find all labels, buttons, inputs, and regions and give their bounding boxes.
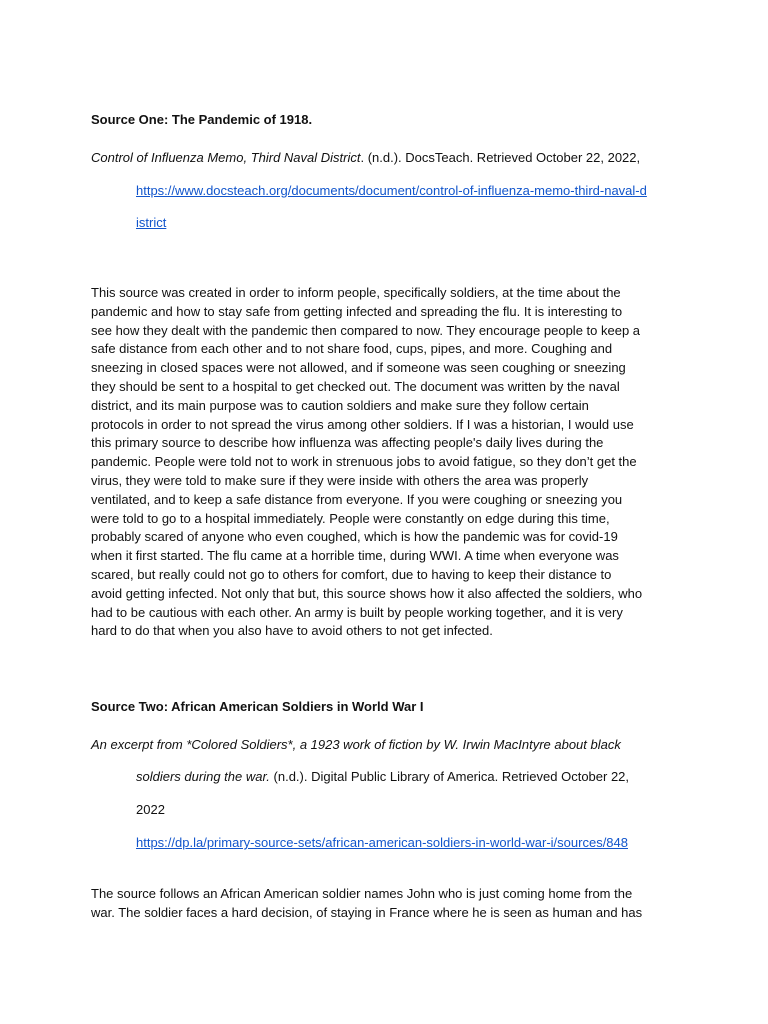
source-two-citation-line1 xyxy=(91,737,621,752)
paragraph-line: safe distance from each other and to not share food, cups, pipes, and more. Coughing and xyxy=(91,341,613,357)
paragraph-line: war. The soldier faces a hard decision, of staying in France where he is seen as human and has xyxy=(91,904,643,920)
source-two-citation-title: An excerpt from *Colored Soldiers*, a 1923 work of fiction by W. Irwin MacIntyre about black xyxy=(91,737,621,752)
paragraph-line: district, and its main purpose was to caution soldiers and make sure they follow certain xyxy=(91,397,589,413)
paragraph-line: had to be cautious with each other. An army is built by people working together, and it is very xyxy=(91,604,623,620)
source-one-paragraph xyxy=(91,284,691,641)
paragraph-line: probably scared of anyone who even coughed, which is how the pandemic was for covid-19 xyxy=(91,529,618,545)
paragraph-line: they should be sent to a hospital to get checked out. The document was written by the naval xyxy=(91,378,620,394)
source-two-citation-rest: (n.d.). Digital Public Library of America. Retrieved October 22, xyxy=(269,769,630,784)
paragraph-line: avoid getting infected. Not only that but, this source shows how it also affected the soldiers, who xyxy=(91,585,643,601)
paragraph-line: see how they dealt with the pandemic then compared to now. They encourage people to keep a xyxy=(91,322,641,338)
paragraph-line: ventilated, and to keep a safe distance from everyone. If you were coughing or sneezing you xyxy=(91,491,623,507)
paragraph-line: hard to do that when you also have to avoid others to not get infected. xyxy=(91,623,493,639)
paragraph-line: The source follows an African American soldier names John who is just coming home from the xyxy=(91,886,633,901)
source-one-link-line1[interactable]: https://www.docsteach.org/documents/document/control-of-influenza-memo-third-naval-d xyxy=(136,183,647,198)
source-two-citation-year: 2022 xyxy=(136,802,165,817)
paragraph-line: protocols in order to not spread the virus among other soldiers. If I was a historian, I would use xyxy=(91,416,634,432)
paragraph-line: pandemic. People were told not to work in strenuous jobs to avoid fatigue, so they don’t get the xyxy=(91,454,637,470)
source-one-citation xyxy=(91,150,640,165)
source-two-paragraph xyxy=(91,885,691,923)
source-two-citation-line2 xyxy=(136,769,629,784)
paragraph-line: when it first started. The flu came at a horrible time, during WWI. A time when everyone was xyxy=(91,548,619,564)
source-two-link[interactable]: https://dp.la/primary-source-sets/african-american-soldiers-in-world-war-i/sources/848 xyxy=(136,835,628,850)
paragraph-line: were told to go to a hospital immediately. People were constantly on edge during this time, xyxy=(91,510,610,526)
paragraph-line: pandemic and how to stay safe from getting infected and spreading the flu. It is interesting to xyxy=(91,303,623,319)
paragraph-line: This source was created in order to inform people, specifically soldiers, at the time about the xyxy=(91,285,621,300)
source-two-citation-title-end: soldiers during the war. xyxy=(136,769,270,784)
paragraph-line: scared, but really could not go to others for comfort, due to having to keep their distance to xyxy=(91,566,612,582)
source-one-heading: Source One: The Pandemic of 1918. xyxy=(91,112,313,127)
source-two-heading: Source Two: African American Soldiers in World War I xyxy=(91,699,424,714)
source-one-link-line2[interactable]: istrict xyxy=(136,215,167,230)
paragraph-line: virus, they were told to make sure if they were inside with others the area was properly xyxy=(91,472,589,488)
source-one-citation-title: Control of Influenza Memo, Third Naval District xyxy=(91,150,361,165)
paragraph-line: this primary source to describe how influenza was affecting people's daily lives during the xyxy=(91,435,604,451)
paragraph-line: sneezing in closed spaces were not allowed, and if someone was seen coughing or sneezing xyxy=(91,360,626,376)
source-one-citation-rest: . (n.d.). DocsTeach. Retrieved October 22, 2022, xyxy=(360,150,641,165)
